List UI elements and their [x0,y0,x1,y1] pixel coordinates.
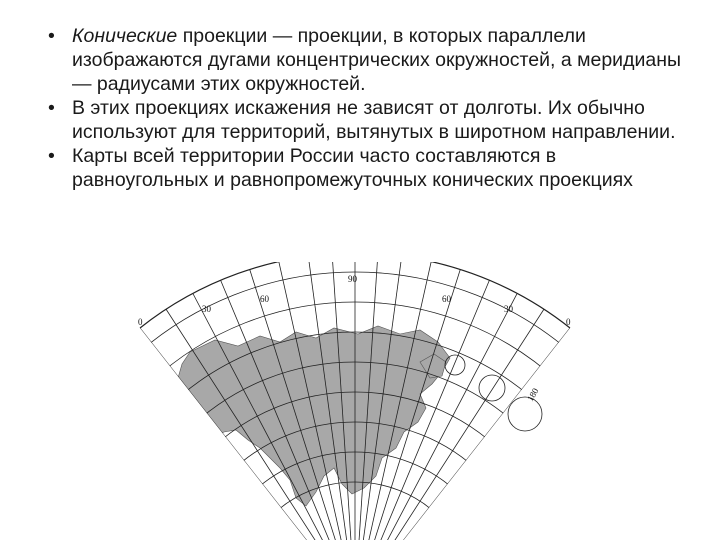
bullet-marker: • [48,97,55,119]
bullet-russia-maps [48,144,688,192]
label-60-right: 60 [442,294,451,304]
bullet-text: проекции — проекции, в которых параллели изображаются дугами концентрических окружностей, а меридианы — радиусами этих окружностей. [72,25,681,95]
graticule [120,262,590,540]
bullet-conic-definition [48,24,688,96]
map-fan [120,262,590,540]
label-90: 90 [348,274,357,284]
label-0-left: 0 [138,317,143,327]
label-30-left: 30 [202,304,211,314]
bullet-marker: • [48,25,55,47]
term-conic: Конические [72,25,178,47]
bullet-text: В этих проекциях искажения не зависят от долготы. Их обычно используют для территорий, вытянутых в широтном направлении. [72,97,676,143]
label-0-right: 0 [566,317,571,327]
label-60-left: 60 [260,294,269,304]
label-30-right: 30 [504,304,513,314]
conic-projection-map [120,262,590,540]
bullet-list [48,24,688,192]
bullet-marker: • [48,145,55,167]
bullet-text: Карты всей территории России часто составляются в равноугольных и равнопромежуточных конических проекциях [72,145,633,191]
label-180: 180 [525,386,541,403]
bullet-distortion [48,96,688,144]
